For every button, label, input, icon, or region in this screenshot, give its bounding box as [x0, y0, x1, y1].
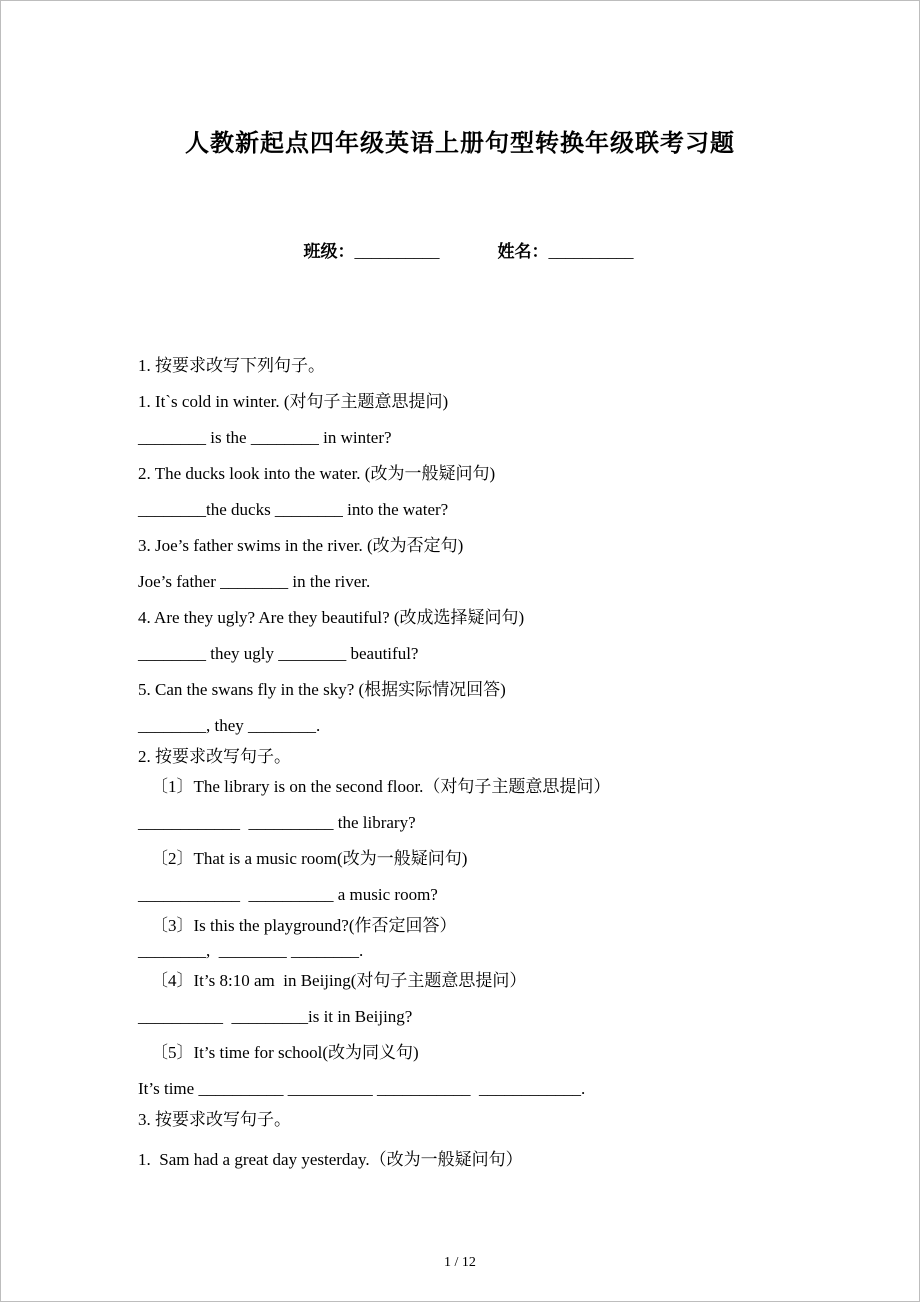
exercise-line: 5. Can the swans fly in the sky? (根据实际情况回答)	[138, 680, 506, 699]
exercise-line: ________ is the ________ in winter?	[138, 428, 392, 447]
exercise-line: ________, they ________.	[138, 716, 321, 735]
class-blank: __________	[354, 242, 440, 261]
header-fields	[1, 217, 919, 282]
exercise-line: ____________ __________ the library?	[138, 813, 416, 832]
exercise-line: ________, ________ ________.	[138, 941, 364, 960]
name-label: 姓名：	[497, 242, 549, 261]
exercise-line: 4. Are they ugly? Are they beautiful? (改成选择疑问句)	[138, 608, 525, 627]
exercise-line: 〔5〕It’s time for school(改为同义句)	[151, 1043, 419, 1062]
exercise-line: 1. Sam had a great day yesterday.（改为一般疑问句）	[138, 1150, 523, 1169]
page-title: 人教新起点四年级英语上册句型转换年级联考习题	[185, 131, 735, 157]
exercise-line: 1. It`s cold in winter. (对句子主题意思提问)	[138, 392, 449, 411]
name-field	[498, 242, 634, 261]
exercise-line: ________ they ugly ________ beautiful?	[138, 644, 419, 663]
exercise-line: 〔4〕It’s 8:10 am in Beijing(对句子主题意思提问）	[151, 971, 527, 990]
exercise-line: 〔1〕The library is on the second floor.（对句子主题意思提问）	[151, 777, 611, 796]
class-field	[304, 242, 440, 261]
exercise-line: ____________ __________ a music room?	[138, 885, 438, 904]
exercise-line: 〔2〕That is a music room(改为一般疑问句)	[151, 849, 468, 868]
class-label: 班级：	[303, 242, 355, 261]
exercise-lines	[138, 348, 869, 1178]
exercise-line: 1. 按要求改写下列句子。	[138, 356, 325, 375]
exercise-line: 3. 按要求改写句子。	[138, 1110, 291, 1129]
exercise-line: __________ _________is it in Beijing?	[138, 1007, 413, 1026]
exercise-line: It’s time __________ __________ ___________ ____________.	[138, 1079, 586, 1098]
name-blank: __________	[548, 242, 634, 261]
exercise-line: ________the ducks ________ into the water?	[138, 500, 449, 519]
page-number: 1 / 12	[444, 1255, 476, 1270]
exercise-line: 〔3〕Is this the playground?(作否定回答）	[151, 916, 457, 935]
exercise-line: Joe’s father ________ in the river.	[138, 572, 371, 591]
exercise-line: 2. The ducks look into the water. (改为一般疑问句)	[138, 464, 496, 483]
exercise-line: 3. Joe’s father swims in the river. (改为否定句)	[138, 536, 464, 555]
exercise-line: 2. 按要求改写句子。	[138, 747, 291, 766]
